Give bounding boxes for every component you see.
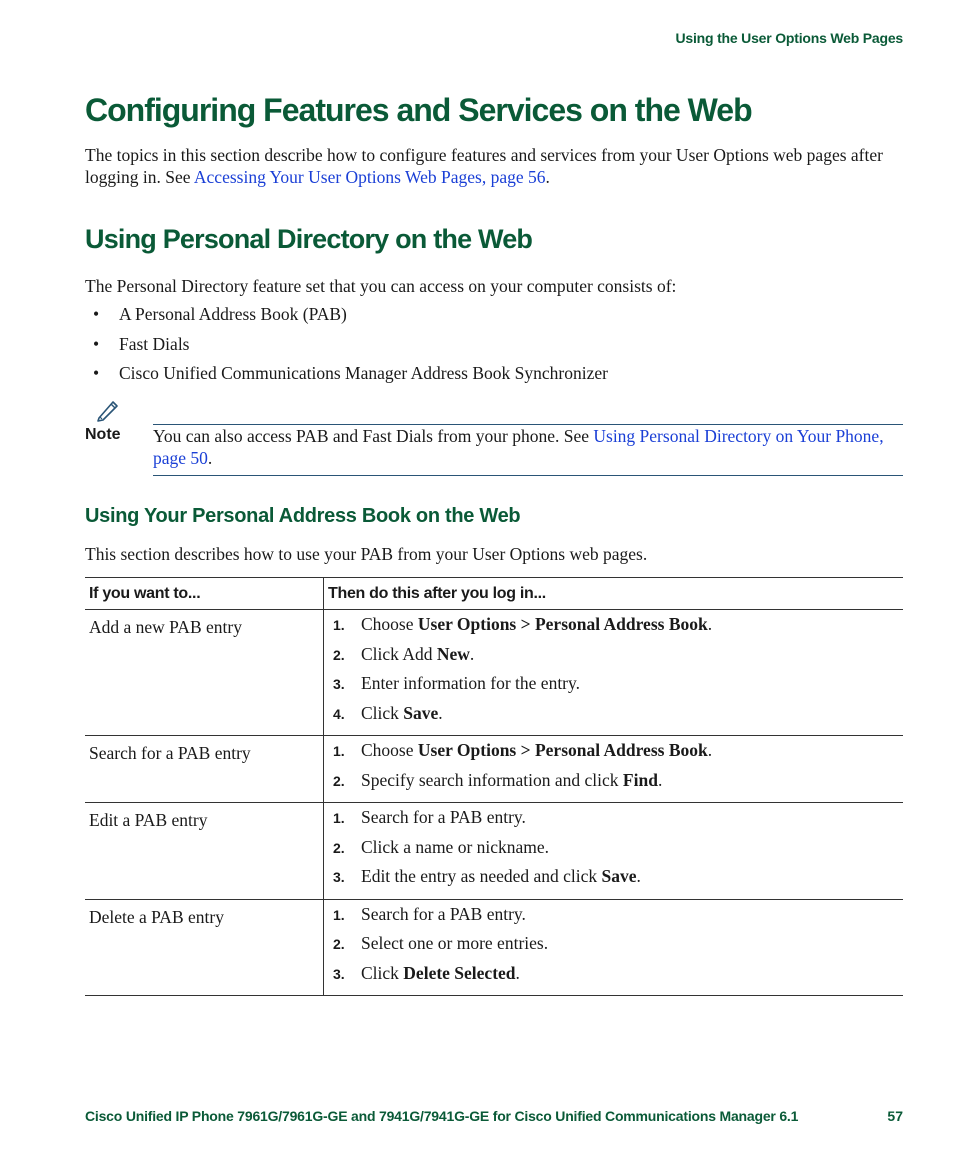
step-number: 1. [333,617,345,633]
table-row [85,899,903,996]
step-text: Search for a PAB entry. [361,903,526,924]
table-row [85,803,903,900]
list-item-text: Cisco Unified Communications Manager Address Book Synchronizer [119,363,608,383]
personal-directory-intro: The Personal Directory feature set that you can access on your computer consists of: [85,276,677,296]
step-end: . [707,614,713,634]
note-body: You can also access PAB and Fast Dials from your phone. See [153,426,594,446]
step-number: 3. [333,965,345,982]
step-end: . [438,702,443,723]
list-item [85,333,608,363]
step-bold: Delete Selected [403,962,516,983]
step-text: Choose [361,614,418,634]
list-item-text: Fast Dials [119,333,190,354]
step-text: Select one or more entries. [361,933,549,953]
step-item [324,672,903,702]
note-rule-bottom [153,475,903,476]
step-end: . [636,866,641,886]
step-text: Click [361,702,404,723]
list-item-text: A Personal Address Book (PAB) [119,304,347,324]
pencil-icon [95,398,121,422]
bullet-glyph: • [93,333,100,354]
step-list [324,803,903,899]
step-bold: Save [601,866,637,886]
pab-actions-table [85,577,903,996]
step-end: . [469,643,475,664]
step-number: 1. [333,743,345,759]
page-number: 57 [887,1108,903,1124]
step-list [324,736,903,802]
step-list [324,900,903,996]
running-header: Using the User Options Web Pages [675,30,903,46]
step-number: 4. [333,705,345,722]
section-title: Configuring Features and Services on the Web [85,92,752,128]
step-number: 3. [333,676,345,692]
task-cell: Delete a PAB entry [85,899,324,996]
task-cell: Edit a PAB entry [85,803,324,900]
step-bold: Save [403,702,439,723]
task-cell: Search for a PAB entry [85,736,324,803]
step-text: Search for a PAB entry. [361,807,526,827]
step-item [324,643,903,673]
step-number: 1. [333,810,345,826]
note-text [153,425,898,469]
note-label: Note [85,426,121,443]
step-number: 1. [333,906,345,923]
column-header-task: If you want to... [85,578,324,610]
intro-period: . [545,167,550,187]
column-header-steps: Then do this after you log in... [324,578,904,610]
accessing-user-options-link[interactable]: Accessing Your User Options Web Pages, page 56 [193,167,546,187]
step-end: . [515,962,520,983]
step-number: 2. [333,646,345,663]
step-text: Specify search information and click [361,769,623,790]
step-item [324,769,903,799]
table-header-row [85,578,903,610]
step-text: Choose [361,740,418,760]
step-bold: User Options > Personal Address Book [417,614,708,634]
step-item [324,932,903,962]
step-bold: New [436,643,470,664]
step-item [324,739,903,769]
task-cell: Add a new PAB entry [85,610,324,736]
step-text: Click Add [361,643,437,664]
step-end: . [707,740,713,760]
step-item [324,702,903,732]
list-item [85,362,608,392]
step-end: . [657,769,663,790]
personal-directory-title: Using Personal Directory on the Web [85,224,533,254]
footer-title: Cisco Unified IP Phone 7961G/7961G-GE and 7941G/7941G-GE for Cisco Unified Communications Manager 6.1 [85,1108,799,1124]
step-item [324,806,903,836]
steps-cell [324,610,904,736]
step-text: Click [361,962,404,983]
pab-intro: This section describes how to use your PAB from your User Options web pages. [85,544,648,564]
step-item [324,613,903,643]
table-row [85,610,903,736]
step-number: 2. [333,936,345,952]
personal-directory-phone-link[interactable]: Using Personal Directory on Your Phone, page 50 [153,426,884,468]
steps-cell [324,803,904,900]
pab-title: Using Your Personal Address Book on the Web [85,505,521,527]
table-row [85,736,903,803]
step-number: 2. [333,839,345,856]
steps-cell [324,736,904,803]
step-item [324,836,903,866]
bullet-glyph: • [93,304,100,324]
section-intro [85,144,903,188]
step-number: 2. [333,772,345,789]
step-bold: Find [622,769,658,790]
step-text: Click a name or nickname. [361,836,550,857]
step-bold: User Options > Personal Address Book [417,740,708,760]
step-text: Enter information for the entry. [361,673,580,693]
step-item [324,903,903,933]
intro-text: The topics in this section describe how to configure features and services from your User Options web pages after logging in. See [85,145,883,187]
steps-cell [324,899,904,996]
step-item [324,865,903,895]
step-item [324,962,903,992]
step-list [324,610,903,735]
step-text: Edit the entry as needed and click [361,866,602,886]
feature-list [85,303,608,392]
step-number: 3. [333,869,345,885]
list-item [85,303,608,333]
bullet-glyph: • [93,363,100,383]
note-period: . [207,448,213,468]
